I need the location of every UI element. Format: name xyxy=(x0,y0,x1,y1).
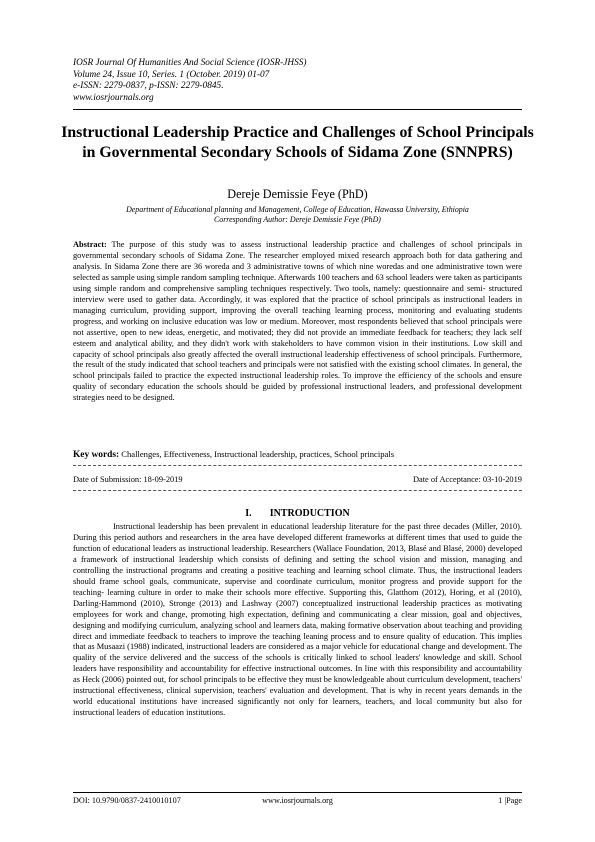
keywords-text: Challenges, Effectiveness, Instructional leadership, practices, School principals xyxy=(119,449,395,459)
abstract-text: The purpose of this study was to assess instructional leadership practice and challenges of school principals in governmental secondary schools of Sidama Zone. The researcher employed mixed research approach both for data gathering and analysis. In Sidama Zone there are 36 woreda and 3 administrative towns of which nine woredas and one administrative town were selected as sample using simple random sampling technique. Afterwards 100 teachers and 63 school leaders were taken as participants using simple random and comprehensive sampling techniques respectively. Two tools, namely: questionnaire and semi- structured interview were used to gather data. Accordingly, it was explored that the practice of school principals as instructional leaders in managing curriculum, providing support, improving the overall teaching learning process, monitoring and evaluating students progress, and working on inclusive education was low or medium. Moreover, most respondents believed that school principals were not assertive, open to new ideas, energetic, and motivated; they did not provide an immediate feedback for teachers; they lack self esteem and analytical ability, and they didn't work with stakeholders to have common vision in their institutions. Low skill and capacity of school principals also greatly affected the overall instructional leadership effectiveness of school principals. Furthermore, the result of the study indicated that school teachers and principals were not satisfied with the existing school climates. In general, the school principals failed to practice the expected instructional leadership roles. To improve the efficiency of the schools and ensure quality of secondary education the schools should be guided by professional instructional leaders, and professional development strategies need to be designed. xyxy=(73,240,523,403)
journal-issn: e-ISSN: 2279-0837, p-ISSN: 2279-0845. xyxy=(73,81,224,92)
submission-date: Date of Submission: 18-09-2019 xyxy=(73,475,183,484)
paper-title: Instructional Leadership Practice and Challenges of School Principals in Governmental Secondary Schools of Sidama Zone (SNNPRS) xyxy=(61,124,534,161)
footer-divider xyxy=(73,792,522,793)
author-affiliation: Department of Educational planning and Management, College of Education, Hawassa University, Ethiopia xyxy=(126,205,469,214)
section-heading xyxy=(73,508,522,520)
header-divider xyxy=(73,109,522,110)
author-name: Dereje Demissie Feye (PhD) xyxy=(227,187,368,201)
page-number: 1 |Page xyxy=(498,796,522,805)
corresponding-author: Corresponding Author: Dereje Demissie Feye (PhD) xyxy=(214,215,381,225)
dates-row xyxy=(73,475,522,485)
dashed-divider xyxy=(73,465,522,466)
author-affiliation-block xyxy=(60,205,535,226)
footer-website[interactable]: www.iosrjournals.org xyxy=(262,796,333,805)
keywords xyxy=(73,449,522,461)
acceptance-date: Date of Acceptance: 03-10-2019 xyxy=(412,475,522,484)
journal-name: IOSR Journal Of Humanities And Social Science (IOSR-JHSS) xyxy=(73,58,307,68)
section-title: INTRODUCTION xyxy=(269,508,350,519)
section-number: I. xyxy=(245,508,252,519)
journal-volume: Volume 24, Issue 10, Series. 1 (October. 2019) 01-07 xyxy=(73,69,270,80)
abstract-label: Abstract: xyxy=(73,240,107,249)
footer-doi: DOI: 10.9790/0837-2410010107 xyxy=(73,796,181,805)
journal-header xyxy=(73,58,523,104)
introduction-paragraph: Instructional leadership has been prevalent in educational leadership literature for the past three decades (Miller, 2010). During this period authors and researchers in the area have developed different frameworks at different times that used to guide the function of educational leaders as instructional leadership. Researchers (Wallace Foundation, 2013, Blasé and Blasé, 2000) developed a framework of instructional leadership which consists of defining and setting the school vision and mission, managing and controlling the instructional programs and creating a positive teaching and learning school climate. Thus, the instructional leaders should frame school goals, communicate, supervise and coordinate curriculum, monitor progress and provide support for the teaching- learning culture in order to make their schools more effective. Supporting this, Glatthom (2012), Horing, et al (2010), Darling-Hammond (2010), Stronge (2013) and Lashway (2007) conceptualized instructional leadership practices as motivating employees for work and change, promoting high expectation, defining and communicating a clear mission, goal and objectives, designing and modifying curriculum, analyzing school and learners data, making formative observation about teaching and providing direct and immediate feedback to teachers to improve the teaching leaning process and to ensure quality of education. This implies that as Musaazi (1988) indicated, instructional leaders are considered as a major vehicle for educational change and development. The quality of the service delivered and the success of the schools is critically linked to school leaders' knowledge and skill. School leaders have responsibility and accountability for effective instructional outcomes. In line with this responsibility and accountability as Heck (2006) pointed out, for school principals to be effective they must be knowledgeable about curriculum development, teachers' instructional effectiveness, clinical supervision, teachers' evaluation and development. That is why in recent years demands in the world educational institutions have increased significantly not only for learners, teachers, and local community but also for instructional leaders of education institutions. xyxy=(73,522,522,718)
abstract xyxy=(73,240,522,404)
keywords-label: Key words: xyxy=(73,450,120,460)
journal-website[interactable]: www.iosrjournals.org xyxy=(73,92,154,103)
dashed-divider xyxy=(73,490,522,491)
